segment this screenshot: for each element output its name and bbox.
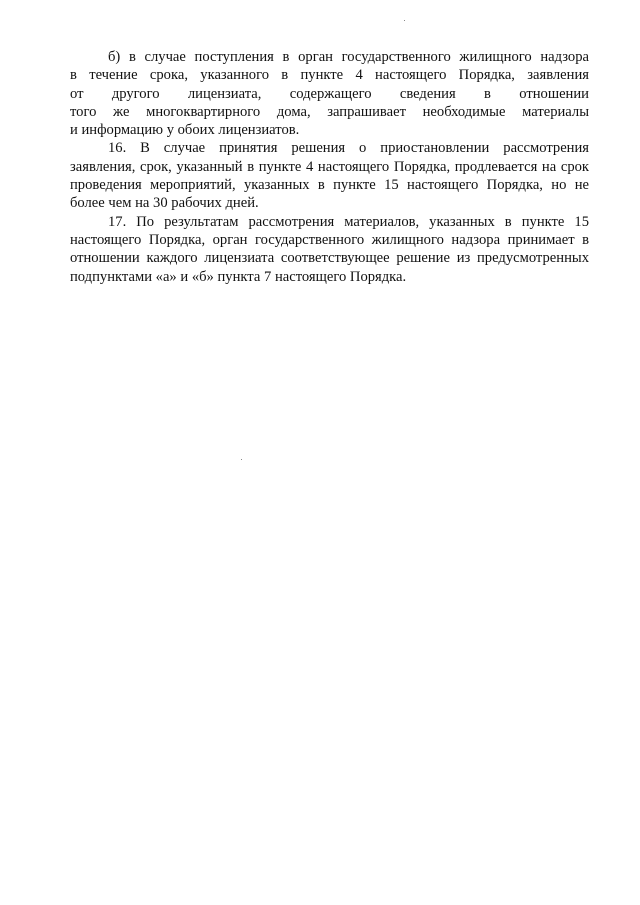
paragraph-item-16 [70, 139, 589, 212]
scan-speck [404, 20, 405, 21]
paragraph-line: б) в случае поступления в орган государственного жилищного надзора [108, 49, 589, 65]
paragraph-line: и информацию у обоих лицензиатов. [70, 122, 300, 139]
paragraph-line: более чем на 30 рабочих дней. [70, 195, 259, 212]
paragraph-line: подпунктами «а» и «б» пункта 7 настоящего Порядка. [70, 268, 407, 285]
paragraph-item-17 [70, 213, 589, 286]
paragraph-line: проведения мероприятий, указанных в пункте 15 настоящего Порядка, но не [70, 177, 589, 194]
paragraph-line: того же многоквартирного дома, запрашивает необходимые материалы [70, 103, 589, 120]
paragraph-line: заявления, срок, указанный в пункте 4 настоящего Порядка, продлевается на срок [70, 158, 589, 175]
paragraph-line: 16. В случае принятия решения о приостановлении рассмотрения [108, 140, 589, 157]
paragraph-subitem-b [70, 48, 589, 139]
document-body [70, 48, 589, 286]
paragraph-line: 17. По результатам рассмотрения материалов, указанных в пункте 15 [108, 213, 589, 230]
paragraph-line: настоящего Порядка, орган государственного жилищного надзора принимает в [70, 231, 589, 248]
paragraph-line: от другого лицензиата, содержащего сведения в отношении [70, 85, 589, 102]
paragraph-line: в течение срока, указанного в пункте 4 настоящего Порядка, заявления [70, 67, 589, 84]
scan-speck [241, 459, 242, 460]
paragraph-line: отношении каждого лицензиата соответствующее решение из предусмотренных [70, 250, 589, 267]
